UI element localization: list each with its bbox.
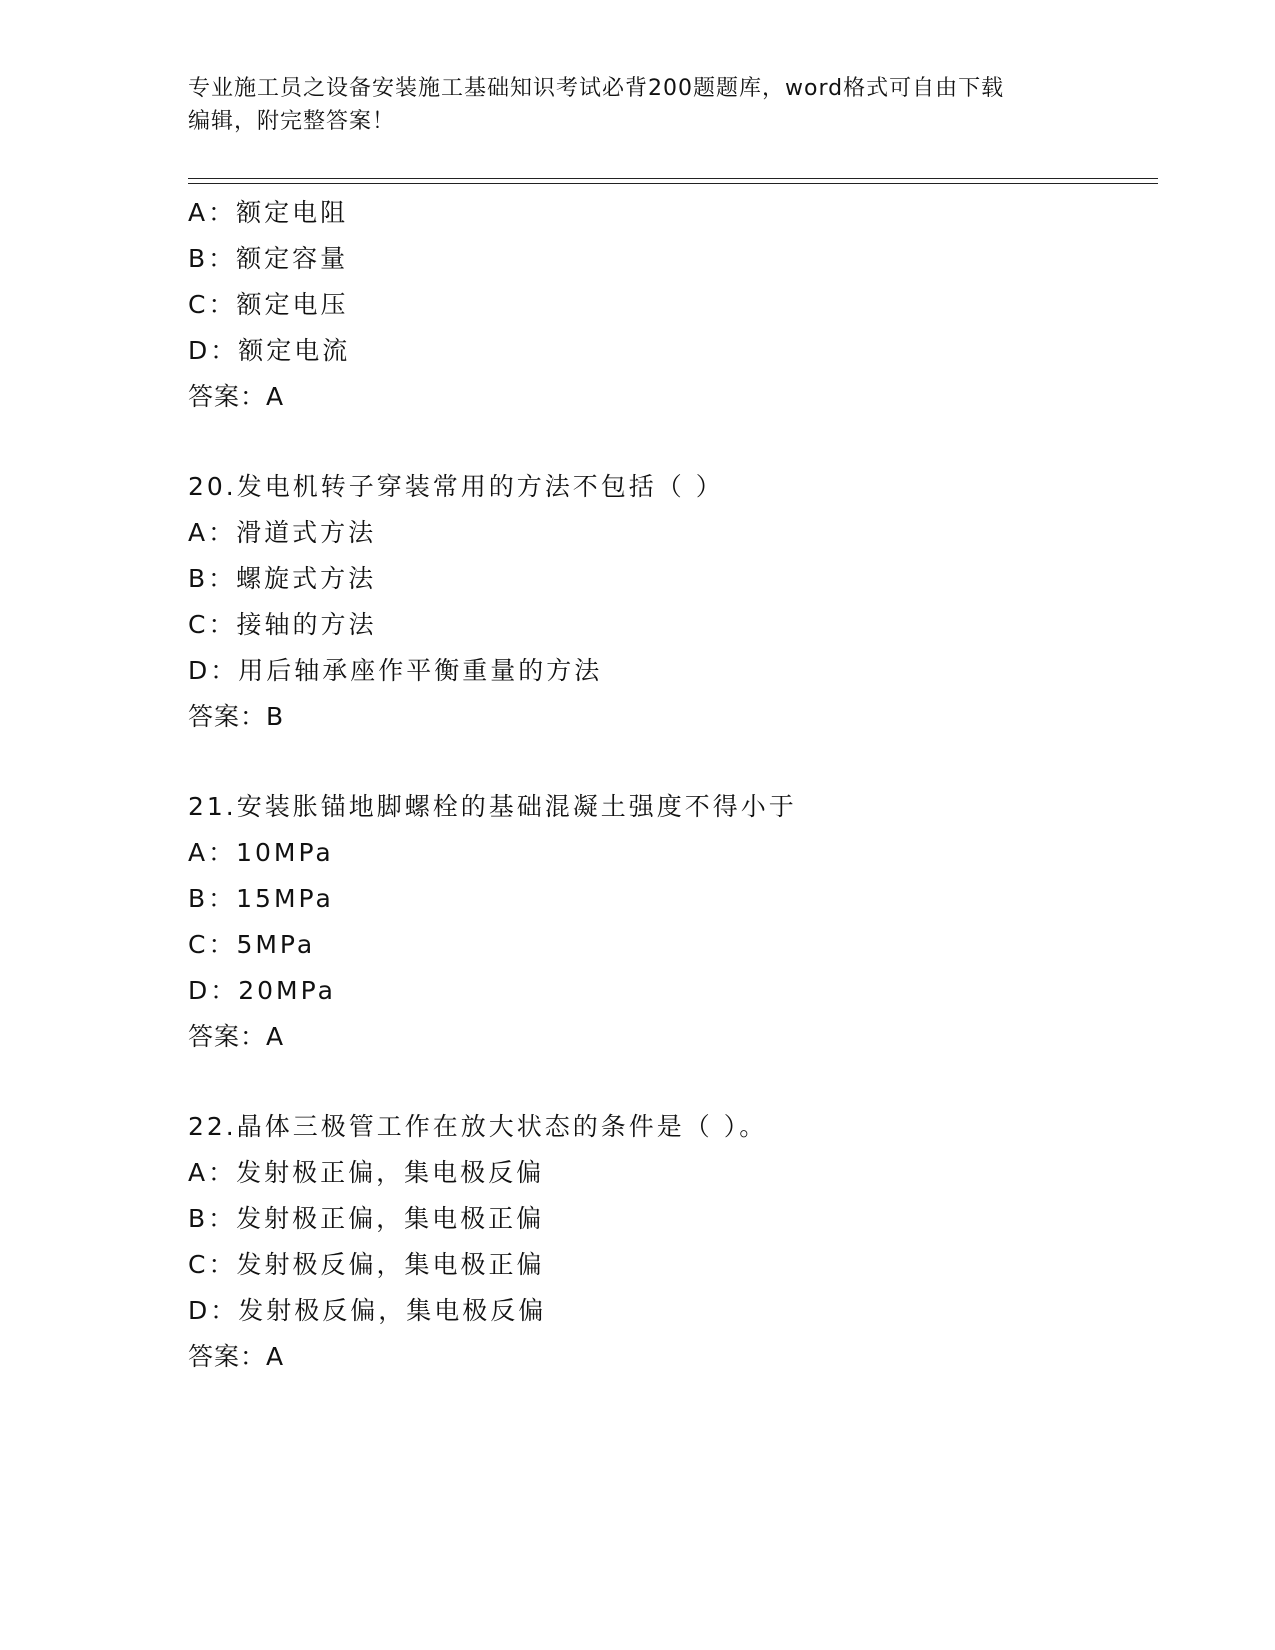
spacer	[188, 1060, 1148, 1104]
spacer	[188, 740, 1148, 784]
question-22-answer: 答案：A	[188, 1342, 285, 1371]
header-divider-top	[188, 178, 1158, 179]
question-20-option-c: C：接轴的方法	[188, 610, 377, 639]
question-21-option-c: C：5MPa	[188, 930, 316, 959]
question-20-option-d: D：用后轴承座作平衡重量的方法	[188, 656, 603, 685]
question-19-option-a: A：额定电阻	[188, 198, 349, 227]
question-19-answer: 答案：A	[188, 382, 285, 411]
question-22-text: 22.晶体三极管工作在放大状态的条件是（ ）。	[188, 1112, 768, 1141]
question-20-answer: 答案：B	[188, 702, 285, 731]
question-19-block	[188, 190, 1148, 420]
question-22-block	[188, 1104, 1148, 1380]
question-22-option-d: D：发射极反偏，集电极反偏	[188, 1296, 547, 1325]
question-19-option-b: B：额定容量	[188, 244, 349, 273]
question-21-option-a: A：10MPa	[188, 838, 334, 867]
header-divider-bottom	[188, 183, 1158, 184]
question-21-option-d: D：20MPa	[188, 976, 336, 1005]
spacer	[188, 420, 1148, 464]
question-22-option-a: A：发射极正偏，集电极反偏	[188, 1158, 545, 1187]
question-22-option-b: B：发射极正偏，集电极正偏	[188, 1204, 545, 1233]
question-21-block	[188, 784, 1148, 1060]
question-list	[188, 190, 1148, 1380]
question-21-answer: 答案：A	[188, 1022, 285, 1051]
question-22-option-c: C：发射极反偏，集电极正偏	[188, 1250, 545, 1279]
question-20-option-a: A：滑道式方法	[188, 518, 377, 547]
question-20-text: 20.发电机转子穿装常用的方法不包括（ ）	[188, 472, 724, 501]
question-19-option-d: D：额定电流	[188, 336, 351, 365]
question-21-option-b: B：15MPa	[188, 884, 334, 913]
question-21-text: 21.安装胀锚地脚螺栓的基础混凝土强度不得小于	[188, 792, 797, 821]
header-title-line-2: 编辑，附完整答案！	[188, 109, 396, 134]
header-title-line-1: 专业施工员之设备安装施工基础知识考试必背200题题库，word格式可自由下载	[188, 76, 1005, 101]
question-20-option-b: B：螺旋式方法	[188, 564, 377, 593]
question-19-option-c: C：额定电压	[188, 290, 349, 319]
document-header	[188, 72, 1088, 138]
question-20-block	[188, 464, 1148, 740]
